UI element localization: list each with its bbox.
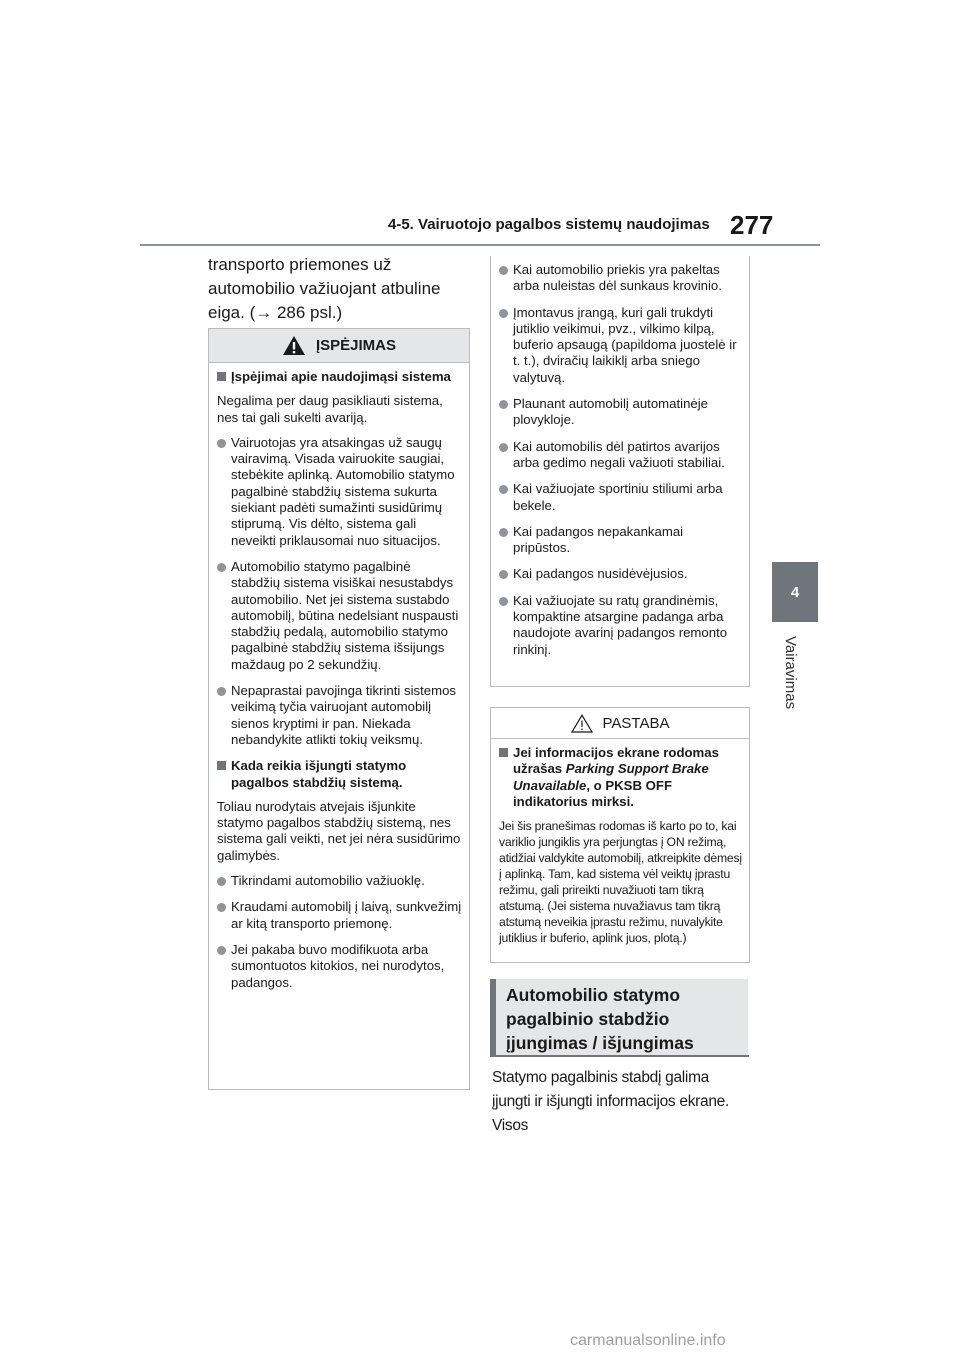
bullet-dot-icon [217, 903, 226, 912]
bullet-dot-icon [499, 266, 508, 275]
bullet-dot-icon [217, 877, 226, 886]
square-bullet-icon [217, 372, 226, 381]
list-item: Plaunant automobilį automatinėje plovykloje. [499, 396, 743, 429]
warning-paragraph: Negalima per daug pasikliauti sistema, nes tai gali sukelti avariją. [217, 393, 443, 425]
chapter-label-text: Vairavimas [782, 636, 799, 710]
list-item: Kai padangos nusidėvėjusios. [499, 566, 743, 582]
bullet-dot-icon [499, 443, 508, 452]
warning-heading: ĮSPĖJIMAS [315, 337, 397, 354]
section-body-text: Statymo pagalbinis stabdį galima įjungti ir išjungti informacijos ekrane. Visos [492, 1069, 729, 1134]
chapter-label [780, 630, 810, 730]
list-item: Kai važiuojate sportiniu stiliumi arba bekele. [499, 481, 743, 514]
watermark: carmanualsonline.info [570, 1332, 726, 1349]
bullet-dot-icon [499, 528, 508, 537]
warning-continued-box [490, 256, 750, 687]
section-accent-bar [490, 979, 496, 1055]
notice-heading: PASTABA [602, 714, 670, 732]
square-bullet-icon [499, 748, 508, 757]
warning-subheading: Kada reikia išjungti statymo pagalbos stabdžių sistemą. [217, 758, 463, 791]
list-item: Kai važiuojate su ratų grandinėmis, kompaktine atsargine padanga arba naudojote avarinį padangos remonto rinkinį. [499, 593, 743, 658]
list-item: Tikrindami automobilio važiuoklę. [217, 873, 463, 889]
list-item: Kai automobilio priekis yra pakeltas arba nuleistas dėl sunkaus krovinio. [499, 262, 743, 295]
list-item: Įmontavus įrangą, kuri gali trukdyti jutiklio veikimui, pvz., vilkimo kilpą, buferio apsaugą (papildoma juostelė ir t. t.), dviračių laikiklį arba sniego valytuvą. [499, 305, 743, 386]
caution-triangle-outline-icon [571, 714, 593, 733]
bullet-dot-icon [499, 570, 508, 579]
bullet-dot-icon [217, 687, 226, 696]
warning-triangle-icon [282, 335, 306, 356]
list-item: Automobilio statymo pagalbinė stabdžių sistema visiškai nesustabdys automobilio. Net jei sistema sustabdo automobilį, būtina nedelsiant nuspausti stabdžių pedalą, automobilio statymo pagalbinė stabdžių sistema išsijungs maždaug po 2 sekundžių. [217, 559, 463, 673]
bullet-dot-icon [499, 400, 508, 409]
list-item: Vairuotojas yra atsakingas už saugų vairavimą. Visada vairuokite saugiai, stebėkite aplinką. Automobilio statymo pagalbinė stabdžių sistema sukurta siekiant padėti sumažinti susidūrimų stiprumą. Vis dėlto, sistema gali neveikti priklausomai nuo situacijos. [217, 435, 463, 549]
warning-subheading: Įspėjimai apie naudojimąsi sistema [217, 369, 463, 385]
bullet-dot-icon [217, 439, 226, 448]
square-bullet-icon [217, 761, 226, 770]
notice-header [491, 708, 749, 739]
notice-subheading: Jei informacijos ekrane rodomas užrašas Parking Support Brake Unavailable, o PKSB OFF indikatorius mirksi. [499, 745, 743, 810]
header-divider [140, 244, 820, 246]
section-heading: Automobilio statymo pagalbinio stabdžio įjungimas / išjungimas [506, 985, 694, 1053]
warning-content [209, 363, 469, 991]
left-intro-text: transporto priemones už automobilio važiuojant atbuline eiga. (→ 286 psl.) [208, 255, 441, 322]
list-item: Kai padangos nepakankamai pripūstos. [499, 524, 743, 557]
bullet-dot-icon [499, 597, 508, 606]
page-number: 277 [730, 210, 774, 240]
message-name: Parking Support Brake Unavailable [513, 761, 709, 793]
list-item: Kraudami automobilį į laivą, sunkvežimį ar kitą transporto priemonę. [217, 899, 463, 932]
section-heading-box [490, 979, 748, 1055]
section-header-title: 4-5. Vairuotojo pagalbos sistemų naudojimas [388, 216, 710, 233]
notice-box [490, 707, 750, 963]
warning-paragraph: Toliau nurodytais atvejais išjunkite statymo pagalbos stabdžių sistemą, nes sistema gali veikti, net jei nėra susidūrimo galimybės. [217, 798, 461, 863]
bullet-dot-icon [217, 946, 226, 955]
list-item: Jei pakaba buvo modifikuota arba sumontuotos kitokios, nei nurodytos, padangos. [217, 942, 463, 991]
notice-content [491, 739, 749, 946]
bullet-dot-icon [217, 563, 226, 572]
section-divider [490, 1055, 749, 1057]
list-item: Kai automobilis dėl patirtos avarijos arba gedimo negali važiuoti stabiliai. [499, 439, 743, 472]
warning-continued-content [491, 256, 749, 658]
notice-body: Jei šis pranešimas rodomas iš karto po to, kai variklio jungiklis yra perjungtas į ON režimą, atidžiai valdykite automobilį, atkreipkite dėmesį į aplinką. Tam, kad sistema vėl veiktų įprastu režimu, gali prireikti nuvažiuoti tam tikrą atstumą. (Jei sistema nuvažiavus tam tikrą atstumą neveikia įprastu režimu, nuvalykite jutiklius ir buferio, aplink juos, plotą.) [499, 819, 742, 946]
list-item: Nepaprastai pavojinga tikrinti sistemos veikimą tyčia vairuojant automobilį sienos kryptimi ir pan. Niekada nebandykite atlikti tokių veiksmų. [217, 683, 463, 748]
warning-header [209, 329, 469, 363]
bullet-dot-icon [499, 485, 508, 494]
bullet-dot-icon [499, 309, 508, 318]
chapter-tab[interactable] [772, 562, 818, 622]
chapter-tab-number: 4 [790, 584, 800, 601]
warning-box [208, 328, 470, 1090]
